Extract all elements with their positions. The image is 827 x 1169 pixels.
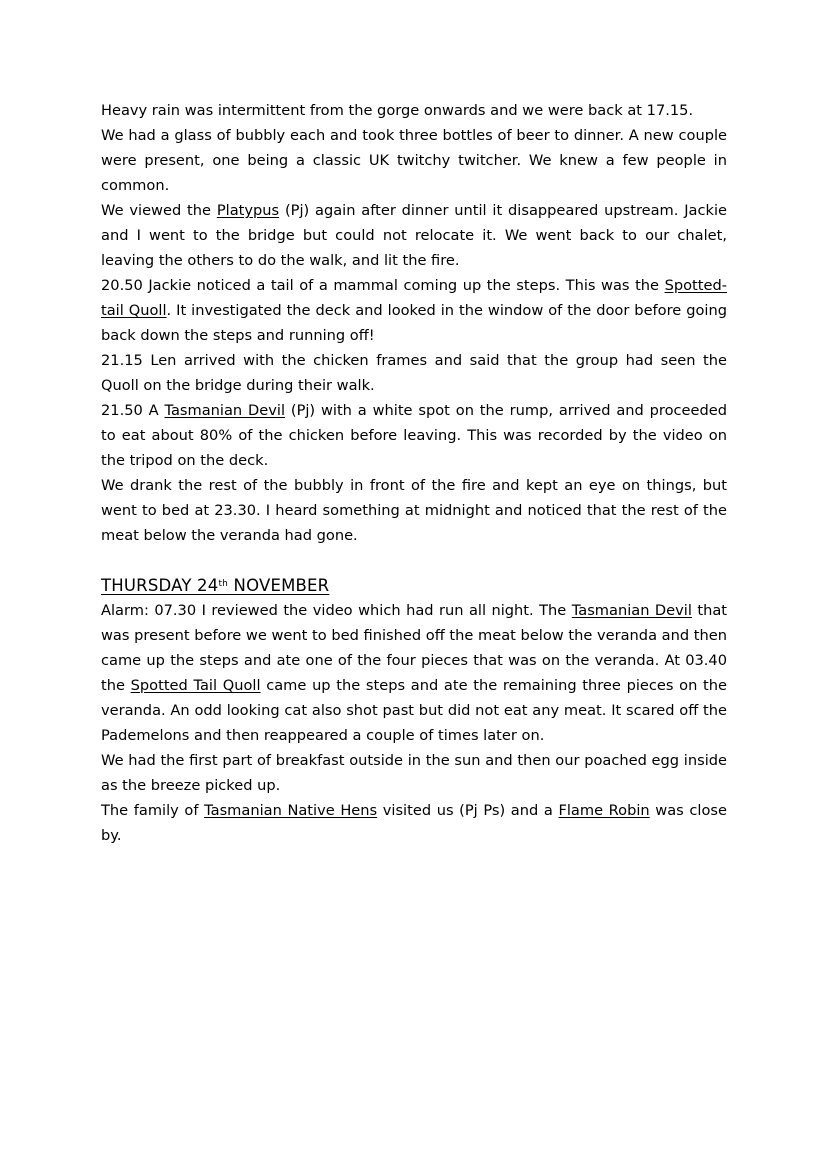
heading-ordinal-suffix: th <box>218 579 229 590</box>
paragraph-text: was close by. <box>101 802 727 844</box>
paragraph-text: came up the steps and ate the remaining three pieces on the veranda. An odd looking cat also shot past but did not eat any meat. It scared off the Pademelons and then reappeared a couple of times later on. <box>101 677 728 744</box>
paragraph-text: . It investigated the deck and looked in the window of the door before going back down the steps and running off! <box>101 302 728 344</box>
paragraph-text: Alarm: 07.30 I reviewed the video which had run all night. The <box>101 602 572 619</box>
paragraph-text: We viewed the <box>101 202 217 219</box>
heading-day: THURSDAY 24 <box>101 576 219 595</box>
paragraph-text: Heavy rain was intermittent from the gorge onwards and we were back at 17.15. <box>101 102 694 119</box>
paragraph-len <box>101 348 727 398</box>
paragraph-alarm <box>101 598 727 748</box>
species-tasmanian-native-hens: Tasmanian Native Hens <box>204 802 378 819</box>
paragraph-rain <box>101 98 727 123</box>
paragraph-text: 21.50 A <box>101 402 165 419</box>
paragraph-text: 20.50 Jackie noticed a tail of a mammal coming up the steps. This was the <box>101 277 665 294</box>
paragraph-devil <box>101 398 727 473</box>
paragraph-breakfast <box>101 748 727 798</box>
paragraph-quoll <box>101 273 727 348</box>
paragraph-platypus <box>101 198 727 273</box>
paragraph-hens <box>101 798 727 848</box>
paragraph-text: The family of <box>101 802 205 819</box>
paragraph-text: We had the first part of breakfast outside in the sun and then our poached egg inside as the breeze picked up. <box>101 752 727 794</box>
day-heading <box>101 573 727 598</box>
paragraph-text: (Pj) again after dinner until it disappeared upstream. Jackie and I went to the bridge but could not relocate it. We went back to our chalet, leaving the others to do the walk, and lit the fire. <box>101 202 727 269</box>
paragraph-text: visited us (Pj Ps) and a <box>377 802 559 819</box>
paragraph-text: We drank the rest of the bubbly in front of the fire and kept an eye on things, but went to bed at 23.30. I heard something at midnight and noticed that the rest of the meat below the veranda had gone. <box>101 477 727 544</box>
species-spotted-tail-quoll: Spotted Tail Quoll <box>130 677 261 694</box>
paragraph-text: 21.15 Len arrived with the chicken frames and said that the group had seen the Quoll on the bridge during their walk. <box>101 352 727 394</box>
paragraph-dinner <box>101 123 727 198</box>
document-page <box>101 98 727 848</box>
paragraph-bed <box>101 473 727 548</box>
heading-month: NOVEMBER <box>228 576 330 595</box>
species-tasmanian-devil: Tasmanian Devil <box>164 402 286 419</box>
paragraph-text: We had a glass of bubbly each and took three bottles of beer to dinner. A new couple were present, one being a classic UK twitchy twitcher. We knew a few people in common. <box>101 127 727 194</box>
paragraph-text: that was present before we went to bed finished off the meat below the veranda and then came up the steps and ate one of the four pieces that was on the veranda. At 03.40 the <box>101 602 727 694</box>
species-platypus: Platypus <box>216 202 280 219</box>
species-flame-robin: Flame Robin <box>558 802 650 819</box>
paragraph-gap <box>101 548 727 573</box>
species-tasmanian-devil: Tasmanian Devil <box>571 602 692 619</box>
species-spotted-tail-quoll: Spotted-tail Quoll <box>101 277 727 319</box>
paragraph-text: (Pj) with a white spot on the rump, arrived and proceeded to eat about 80% of the chicken before leaving. This was recorded by the video on the tripod on the deck. <box>101 402 727 469</box>
day-heading-date <box>101 576 329 595</box>
